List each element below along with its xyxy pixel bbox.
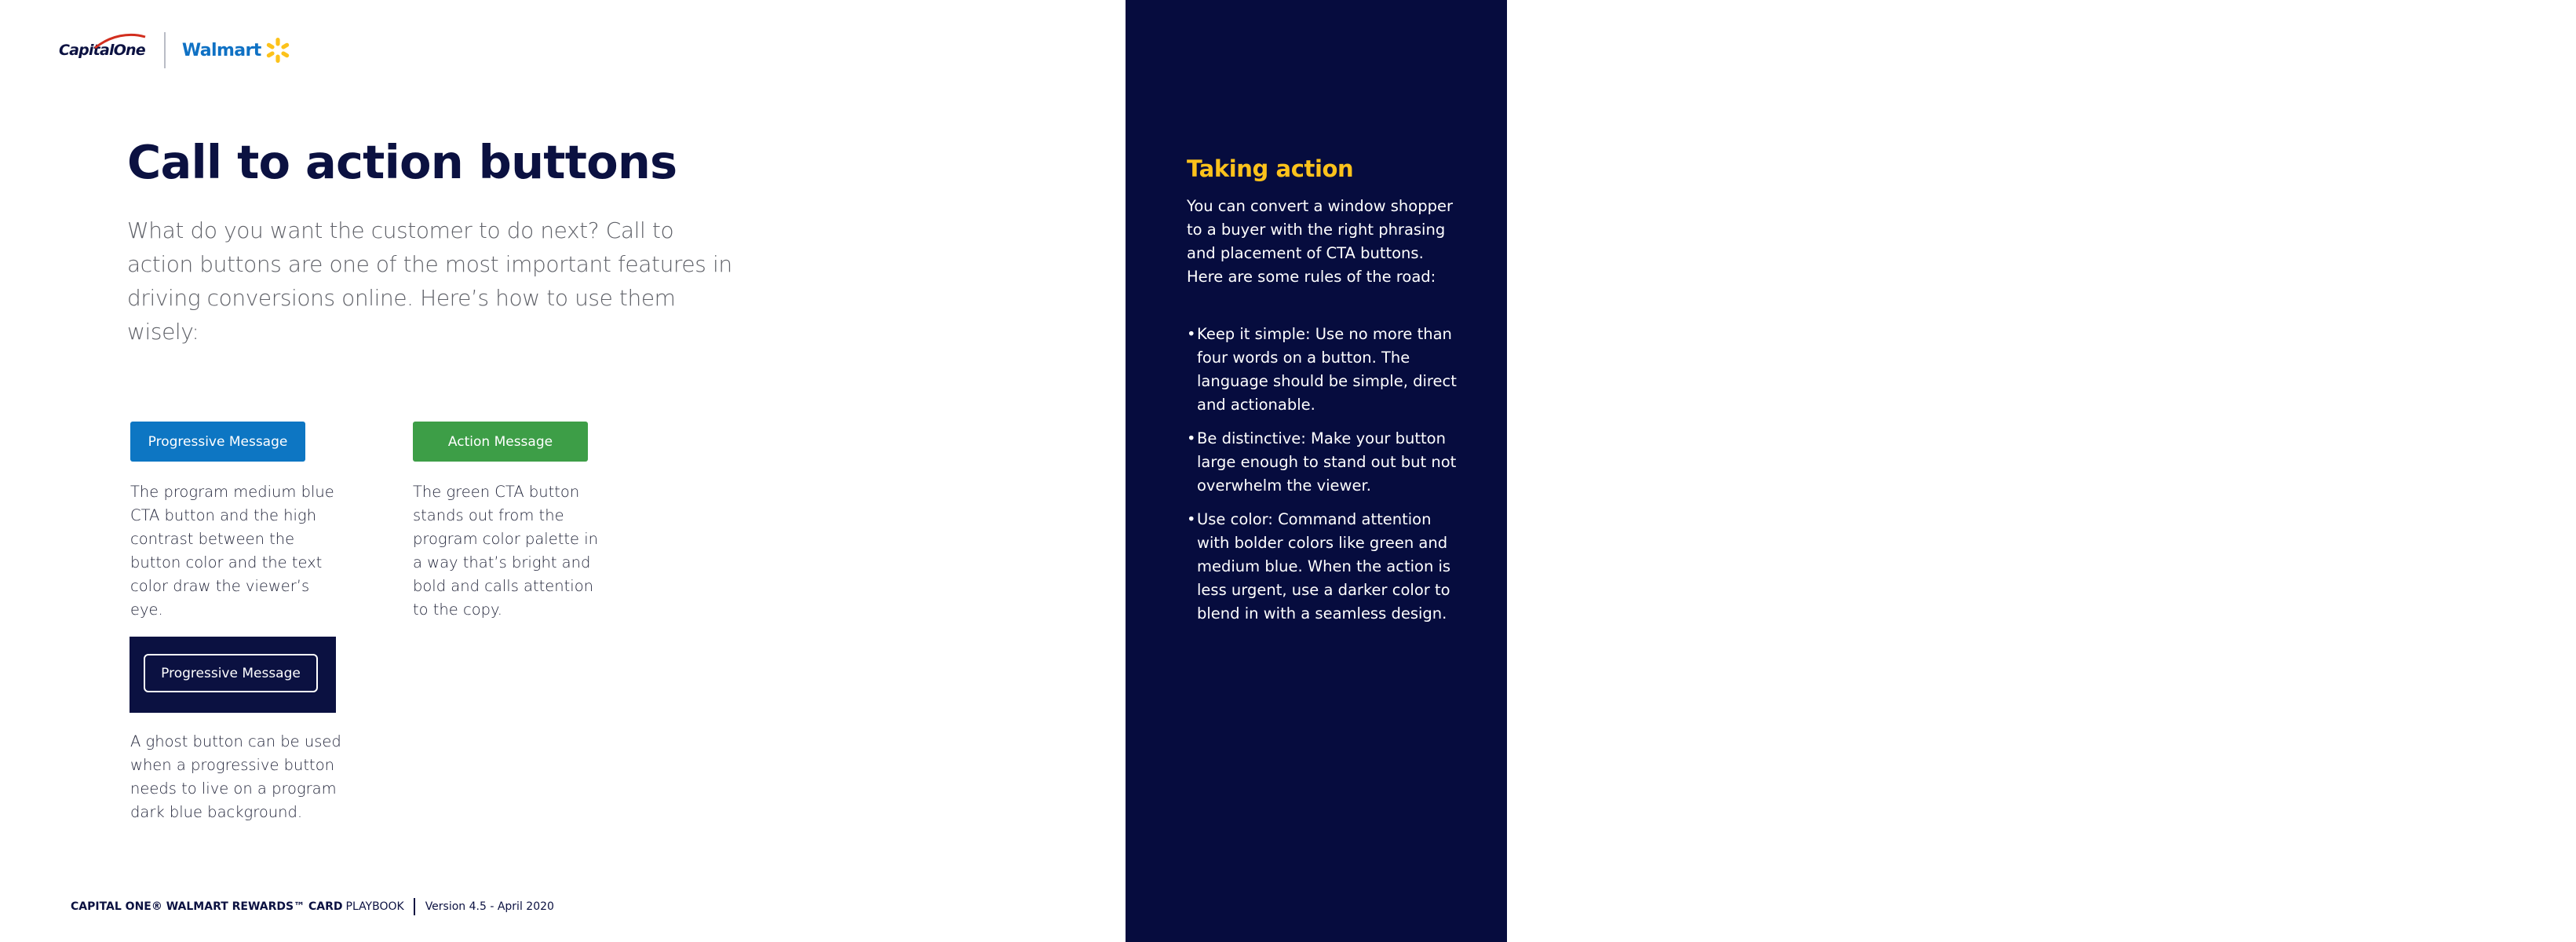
ghost-progressive-message-button[interactable]: Progressive Message [144, 654, 318, 692]
page-number: 33 [2562, 900, 2576, 912]
capital-one-swoosh-icon [93, 32, 148, 53]
ghost-button-caption: A ghost button can be used when a progressive button needs to live on a program dark blue background. [130, 732, 341, 821]
page-title: Call to action buttons [127, 135, 677, 189]
action-message-button[interactable]: Action Message [413, 422, 588, 462]
walmart-logo: Walmart [181, 40, 261, 60]
footer-divider [414, 898, 415, 915]
footer-brand: CAPITAL ONE® WALMART REWARDS™ CARD [71, 900, 343, 913]
rule-text: Keep it simple: Use no more than four words on a button. The language should be simple, direct and actionable. [1197, 325, 1457, 414]
footer-doc-type: PLAYBOOK [345, 900, 404, 913]
rule-text: Use color: Command attention with bolder colors like green and medium blue. When the action is less urgent, use a darker color to blend in with a seamless design. [1197, 510, 1451, 623]
rule-text: Be distinctive: Make your button large enough to stand out but not overwhelm the viewer. [1197, 429, 1457, 495]
bullet-icon: • [1187, 429, 1196, 447]
sidebar-rules-list [1187, 323, 1461, 636]
progressive-message-button[interactable]: Progressive Message [130, 422, 305, 462]
list-item [1187, 427, 1461, 498]
ghost-button-background [130, 637, 336, 713]
list-item [1187, 508, 1461, 626]
bullet-icon: • [1187, 325, 1196, 343]
sidebar-title: Taking action [1187, 155, 1354, 182]
walmart-spark-icon [265, 37, 291, 64]
intro-text: What do you want the customer to do next? Call to action buttons are one of the most important features in driving conversions online. Here’s how to use them wisely: [127, 217, 732, 345]
header-logos [59, 31, 291, 69]
footer [71, 898, 554, 915]
capital-one-logo-text: CapitalOne [59, 42, 145, 59]
list-item [1187, 323, 1461, 417]
bullet-icon: • [1187, 510, 1196, 528]
green-button-caption: The green CTA button stands out from the program color palette in a way that’s bright and bold and calls attention to the copy. [413, 483, 598, 619]
logo-divider [164, 32, 166, 68]
footer-version: Version 4.5 - April 2020 [425, 900, 554, 913]
capital-one-logo [59, 42, 145, 59]
blue-button-caption: The program medium blue CTA button and the high contrast between the button color and the text color draw the viewer’s eye. [130, 483, 334, 619]
sidebar-panel [1126, 0, 2576, 942]
sidebar-body: You can convert a window shopper to a buyer with the right phrasing and placement of CTA buttons. Here are some rules of the road: [1187, 197, 1453, 286]
